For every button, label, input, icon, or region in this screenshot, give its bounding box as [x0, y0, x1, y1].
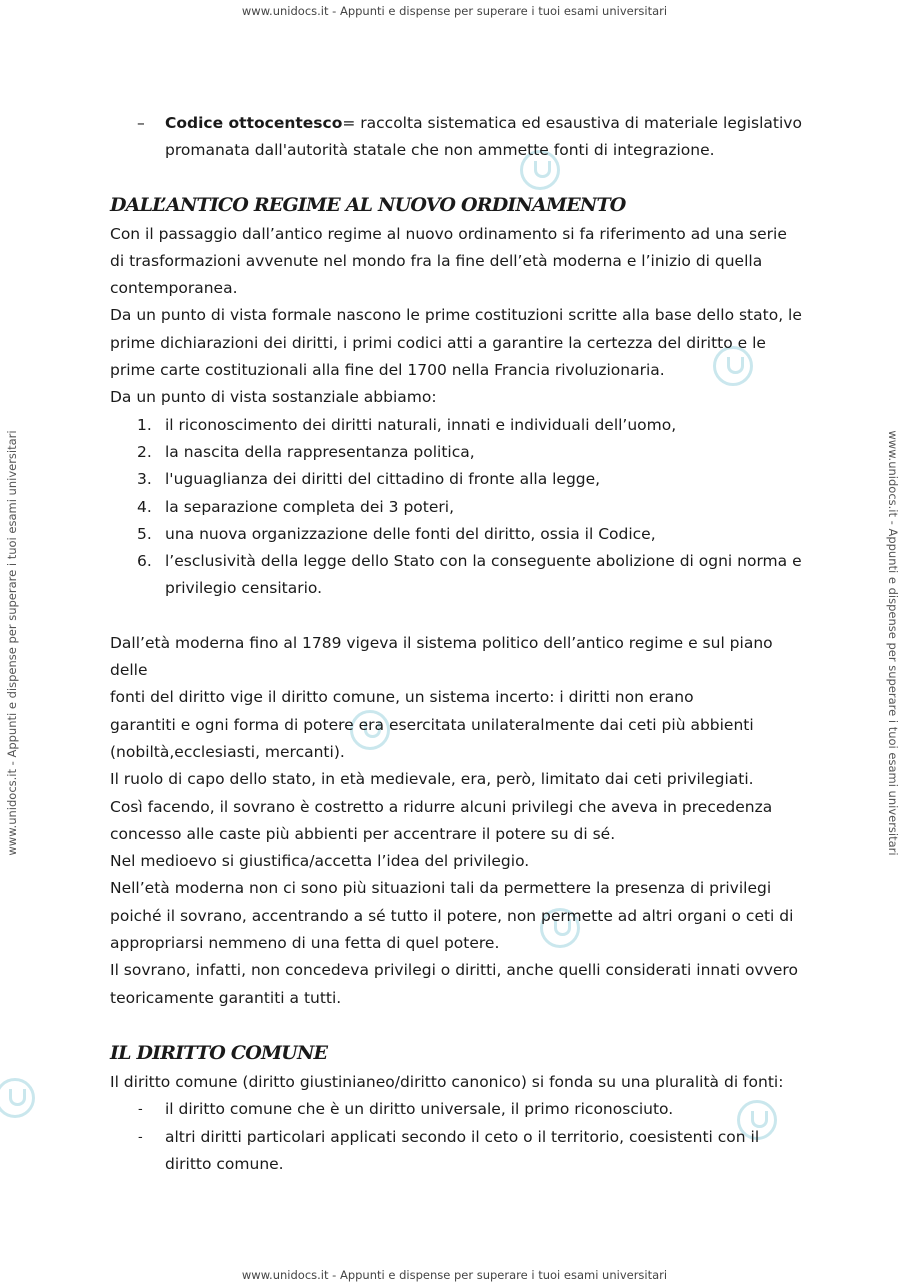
list-text: altri diritti particolari applicati secondo il ceto o il territorio, coesistenti con il	[165, 1127, 760, 1146]
section-heading: DALL’ANTICO REGIME AL NUOVO ORDINAMENTO	[110, 193, 626, 216]
list-text: il diritto comune che è un diritto universale, il primo riconosciuto.	[165, 1100, 674, 1119]
list-text: la nascita della rappresentanza politica,	[165, 442, 475, 461]
text-line: Così facendo, il sovrano è costretto a ridurre alcuni privilegi che aveva in precedenza	[110, 797, 773, 816]
section-heading: IL DIRITTO COMUNE	[110, 1041, 328, 1064]
dash-list	[110, 1096, 810, 1178]
list-item	[110, 1124, 810, 1179]
document-body	[110, 110, 810, 1178]
list-item	[110, 548, 810, 603]
list-item	[110, 521, 810, 548]
dash-bullet: -	[138, 1129, 143, 1145]
list-text: una nuova organizzazione delle fonti del diritto, ossia il Codice,	[165, 524, 656, 543]
text-line: contemporanea.	[110, 279, 238, 298]
text-line: prime dichiarazioni dei diritti, i primi codici atti a garantire la certezza del diritto e le	[110, 333, 766, 352]
text-line: prime carte costituzionali alla fine del 1700 nella Francia rivoluzionaria.	[110, 361, 665, 380]
text-line: Il diritto comune (diritto giustinianeo/diritto canonico) si fonda su una pluralità di fonti:	[110, 1072, 784, 1091]
definition-text: = raccolta sistematica ed esaustiva di materiale legislativo	[342, 114, 802, 132]
list-item	[110, 439, 810, 466]
text-line: teoricamente garantiti a tutti.	[110, 988, 342, 1007]
list-number: 5.	[137, 524, 152, 543]
text-line: Con il passaggio dall’antico regime al nuovo ordinamento si fa riferimento ad una serie	[110, 224, 787, 243]
definition-item	[110, 110, 810, 165]
text-line: poiché il sovrano, accentrando a sé tutto il potere, non permette ad altri organi o ceti di	[110, 906, 794, 925]
paragraph	[110, 221, 810, 303]
text-line: Nel medioevo si giustifica/accetta l’idea del privilegio.	[110, 852, 530, 871]
numbered-list	[110, 412, 810, 603]
text-line: (nobiltà,ecclesiasti, mercanti).	[110, 742, 345, 761]
text-line: fonti del diritto vige il diritto comune, un sistema incerto: i diritti non erano	[110, 688, 694, 707]
list-text: l’esclusività della legge dello Stato con la conseguente abolizione di ogni norma e	[165, 552, 802, 571]
list-text: l'uguaglianza dei diritti del cittadino di fronte alla legge,	[165, 470, 601, 489]
paragraph	[110, 302, 810, 384]
list-number: 4.	[137, 497, 152, 516]
definition-term: Codice ottocentesco	[165, 114, 343, 132]
text-line: Nell’età moderna non ci sono più situazioni tali da permettere la presenza di privilegi	[110, 879, 772, 898]
dash-bullet: -	[138, 1102, 143, 1118]
text-line: Il sovrano, infatti, non concedeva privilegi o diritti, anche quelli considerati innati ovvero	[110, 961, 798, 980]
watermark-logo-icon	[0, 1078, 35, 1118]
list-text: privilegio censitario.	[165, 579, 323, 598]
text-line: Dall’età moderna fino al 1789 vigeva il sistema politico dell’antico regime e sul piano delle	[110, 633, 773, 680]
list-text: il riconoscimento dei diritti naturali, innati e individuali dell’uomo,	[165, 415, 677, 434]
text-line: appropriarsi nemmeno di una fetta di quel potere.	[110, 934, 500, 953]
list-number: 3.	[137, 470, 152, 489]
list-text: la separazione completa dei 3 poteri,	[165, 497, 454, 516]
list-number: 6.	[137, 552, 152, 571]
watermark-side-left: www.unidocs.it - Appunti e dispense per superare i tuoi esami universitari	[5, 430, 19, 856]
watermark-side-right: www.unidocs.it - Appunti e dispense per superare i tuoi esami universitari	[886, 430, 900, 856]
list-text: diritto comune.	[165, 1154, 284, 1173]
list-number: 2.	[137, 442, 152, 461]
list-number: 1.	[137, 415, 152, 434]
list-item	[110, 466, 810, 493]
definition-text-line: promanata dall'autorità statale che non ammette fonti di integrazione.	[165, 141, 715, 160]
watermark-header: www.unidocs.it - Appunti e dispense per superare i tuoi esami universitari	[241, 4, 668, 18]
list-item	[110, 1096, 810, 1123]
list-item	[110, 494, 810, 521]
text-line: Da un punto di vista formale nascono le prime costituzioni scritte alla base dello stato, le	[110, 306, 802, 325]
paragraph	[110, 630, 810, 1012]
text-line: di trasformazioni avvenute nel mondo fra la fine dell’età moderna e l’inizio di quella	[110, 251, 763, 270]
text-line: Da un punto di vista sostanziale abbiamo:	[110, 388, 437, 407]
text-line: garantiti e ogni forma di potere era esercitata unilateralmente dai ceti più abbienti	[110, 715, 754, 734]
watermark-footer: www.unidocs.it - Appunti e dispense per superare i tuoi esami universitari	[241, 1268, 668, 1282]
dash-bullet: –	[137, 114, 145, 132]
text-line: Il ruolo di capo dello stato, in età medievale, era, però, limitato dai ceti privilegiati.	[110, 770, 754, 789]
text-line: concesso alle caste più abbienti per accentrare il potere su di sé.	[110, 824, 616, 843]
list-item	[110, 412, 810, 439]
